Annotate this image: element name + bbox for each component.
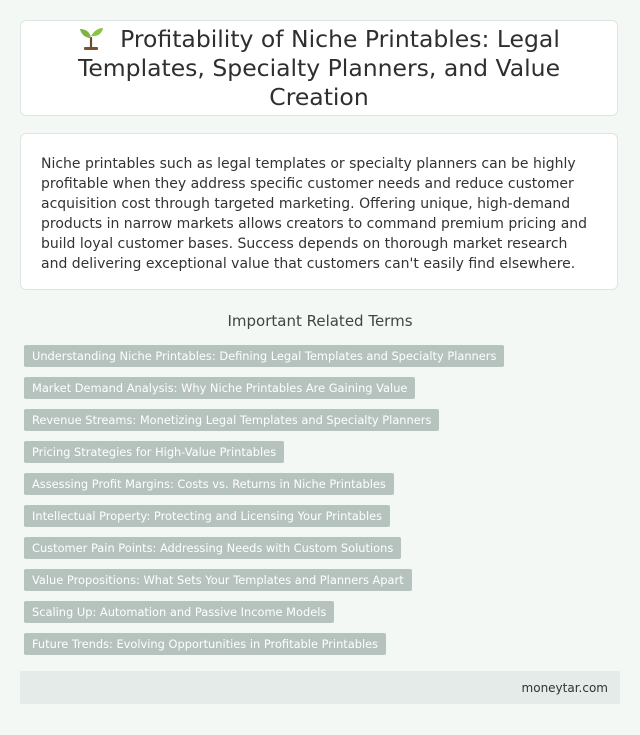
related-term-tag[interactable]: Revenue Streams: Monetizing Legal Templates and Specialty Planners (24, 409, 439, 431)
page-title-text: Profitability of Niche Printables: Legal Templates, Specialty Planners, and Value Creation (77, 24, 561, 111)
related-term-tag[interactable]: Market Demand Analysis: Why Niche Printables Are Gaining Value (24, 377, 415, 399)
related-terms-heading: Important Related Terms (227, 312, 413, 330)
title-card (20, 20, 618, 116)
intro-text: Niche printables such as legal templates or specialty planners can be highly profitable when they address specific customer needs and reduce customer acquisition cost through targeted marketing. Offering unique, high-demand products in narrow markets allows creators to command premium pricing and build loyal customer bases. Success depends on thorough market research and delivering exceptional value that customers can't easily find elsewhere. (41, 156, 588, 272)
related-term-tag[interactable]: Scaling Up: Automation and Passive Income Models (24, 601, 334, 623)
related-term-tag[interactable]: Assessing Profit Margins: Costs vs. Returns in Niche Printables (24, 473, 394, 495)
related-term-tag[interactable]: Value Propositions: What Sets Your Templates and Planners Apart (24, 569, 412, 591)
intro-card (20, 133, 618, 290)
page-title (21, 25, 617, 112)
related-term-tag[interactable]: Customer Pain Points: Addressing Needs with Custom Solutions (24, 537, 401, 559)
footer-site-link[interactable]: moneytar.com (521, 680, 608, 695)
related-term-tag[interactable]: Intellectual Property: Protecting and Licensing Your Printables (24, 505, 390, 527)
footer (20, 671, 620, 704)
seedling-icon (78, 26, 104, 50)
related-term-tag[interactable]: Pricing Strategies for High-Value Printables (24, 441, 284, 463)
related-term-tag[interactable]: Understanding Niche Printables: Defining Legal Templates and Specialty Planners (24, 345, 504, 367)
related-term-tag[interactable]: Future Trends: Evolving Opportunities in Profitable Printables (24, 633, 386, 655)
related-terms-list (24, 345, 504, 665)
